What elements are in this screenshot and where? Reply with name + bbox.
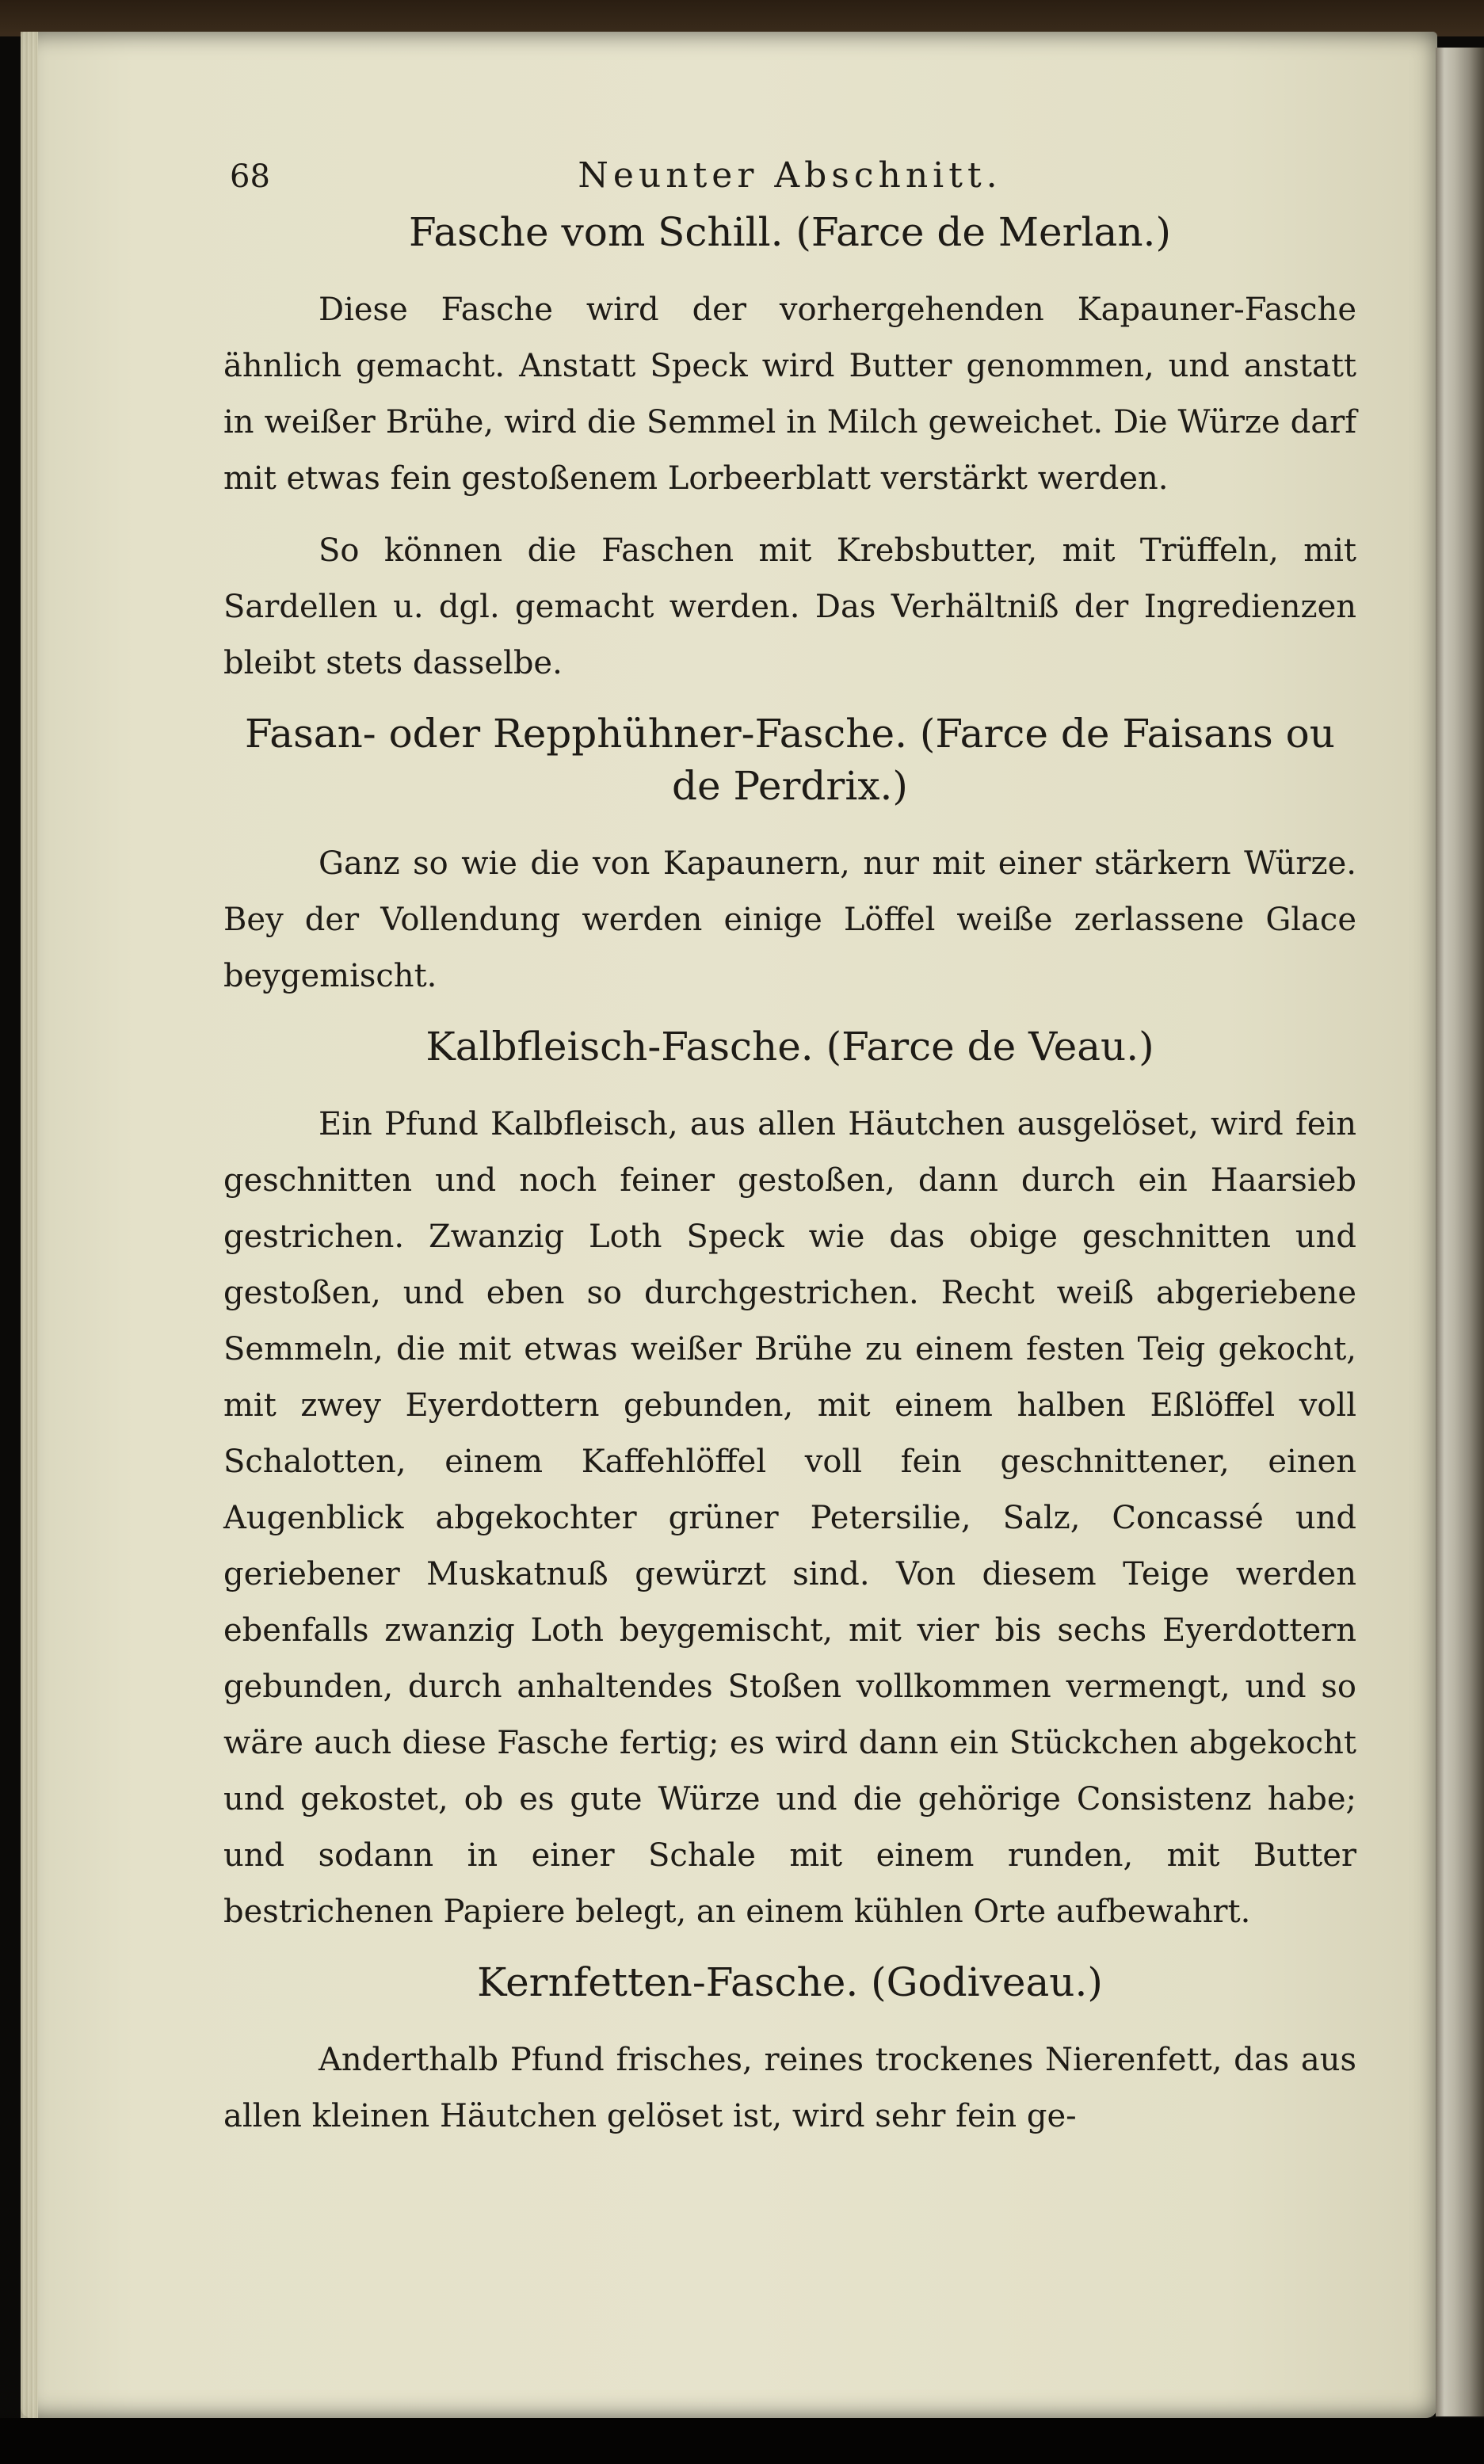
- recipe-section-schill: [223, 206, 1356, 692]
- recipe-heading-kernfetten: Kernfetten-Fasche. (Godiveau.): [477, 1959, 1103, 2005]
- recipe-heading-schill: Fasche vom Schill. (Farce de Merlan.): [409, 209, 1171, 255]
- page-text: [223, 151, 1356, 2161]
- recipe-heading-kalbfleisch: Kalbfleisch-Fasche. (Farce de Veau.): [425, 1024, 1154, 1070]
- scan-background: [0, 2418, 1484, 2464]
- recipe-paragraph: Anderthalb Pfund frisches, reines trockenes Nierenfett, das aus allen kleinen Häutchen gelöset ist, wird sehr fein ge-: [223, 2042, 1356, 2134]
- recipe-paragraph: Diese Fasche wird der vorhergehenden Kapauner-Fasche ähnlich gemacht. Anstatt Speck wird Butter genommen, und anstatt in weißer Brühe, wird die Semmel in Milch geweichet. Die Würze darf mit etwas fein gestoßenem Lorbeerblatt verstärkt werden.: [223, 292, 1356, 497]
- page-edges: [1436, 48, 1484, 2416]
- running-head: [223, 151, 1356, 206]
- page-number: 68: [230, 158, 270, 195]
- recipe-paragraph: Ein Pfund Kalbfleisch, aus allen Häutchen ausgelöset, wird fein geschnitten und noch feiner gestoßen, dann durch ein Haarsieb gestrichen. Zwanzig Loth Speck wie das obige geschnitten und gestoßen, und eben so durchgestrichen. Recht weiß abgeriebene Semmeln, die mit etwas weißer Brühe zu einem festen Teig gekocht, mit zwey Eyerdottern gebunden, mit einem halben Eßlöffel voll Schalotten, einem Kaffehlöffel voll fein geschnittener, einen Augenblick abgekochter grüner Petersilie, Salz, Concassé und geriebener Muskatnuß gewürzt sind. Von diesem Teige werden ebenfalls zwanzig Loth beygemischt, mit vier bis sechs Eyerdottern gebunden, durch anhaltendes Stoßen vollkommen vermengt, und so wäre auch diese Fasche fertig; es wird dann ein Stückchen abgekocht und gekostet, ob es gute Würze und die gehörige Consistenz habe; und sodann in einer Schale mit einem runden, mit Butter bestrichenen Papiere belegt, an einem kühlen Orte aufbewahrt.: [223, 1106, 1356, 1930]
- section-title: Neunter Abschnitt.: [578, 155, 1002, 196]
- recipe-section-fasan: [223, 708, 1356, 1005]
- recipe-paragraph: So können die Faschen mit Krebsbutter, mit Trüffeln, mit Sardellen u. dgl. gemacht werden. Das Verhältniß der Ingredienzen bleibt stets dasselbe.: [223, 532, 1356, 681]
- recipe-paragraph: Ganz so wie die von Kapaunern, nur mit einer stärkern Würze. Bey der Vollendung werden einige Löffel weiße zerlassene Glace beygemischt.: [223, 845, 1356, 994]
- recipe-section-kernfetten: [223, 1956, 1356, 2145]
- recipe-heading-fasan: Fasan- oder Repphühner-Fasche. (Farce de Faisans ou de Perdrix.): [245, 711, 1335, 809]
- recipe-section-kalbfleisch: [223, 1020, 1356, 1940]
- book-gutter: [21, 32, 38, 2418]
